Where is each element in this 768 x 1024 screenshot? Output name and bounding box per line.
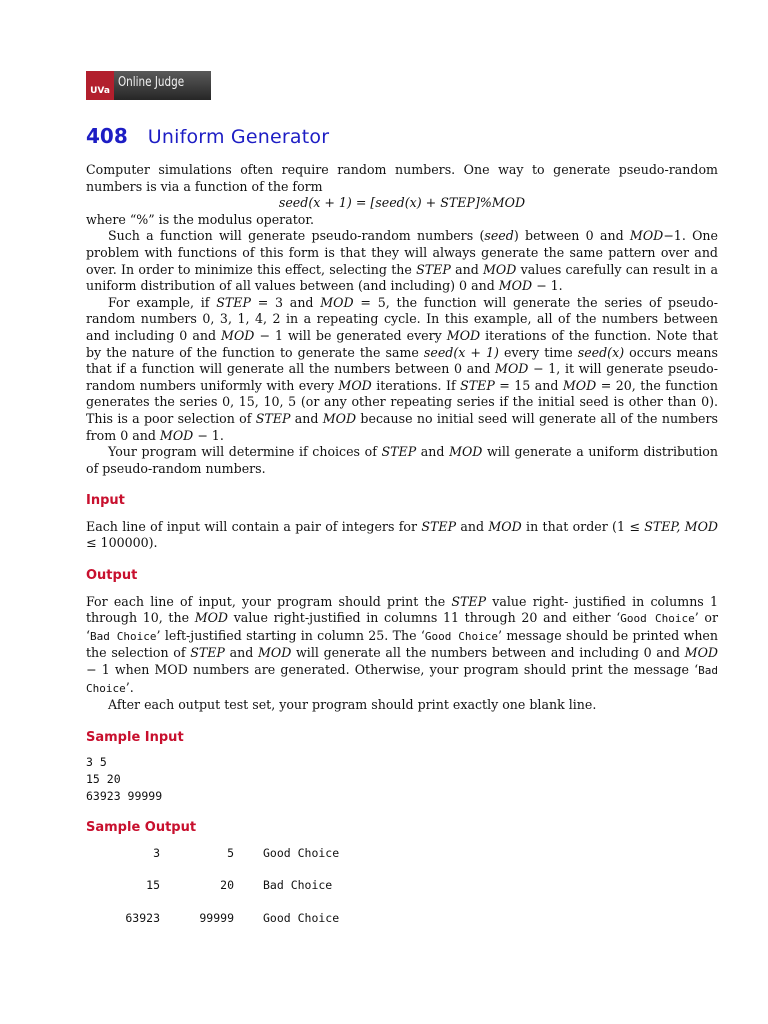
input-description: Each line of input will contain a pair of integers for STEP and MOD in that order (1 ≤ STEP, MOD ≤ 100000).: [86, 518, 718, 551]
mod-value: 5: [227, 845, 234, 860]
paragraph-example: For example, if STEP = 3 and MOD = 5, the function will generate the series of pseudo-random numbers 0, 3, 1, 4, 2 in a repeating cycle. In this example, all of the numbers between and including 0 and MOD − 1 will be generated every MOD iterations of the function. Note that by the nature of the function to generate the same seed(x + 1) every time seed(x) occurs means that if a function will generate all the numbers between 0 and MOD − 1, it will generate pseudo-random numbers uniformly with every MOD iterations. If STEP = 15 and MOD = 20, the function generates the series 0, 15, 10, 5 (or any other repeating series if the initial seed is other than 0). This is a poor selection of STEP and MOD because no initial seed will generate all of the numbers from 0 and MOD − 1.: [86, 294, 718, 443]
step-value: 63923: [125, 910, 160, 925]
sample-output-row: [86, 845, 339, 878]
output-heading: Output: [86, 568, 138, 584]
verdict: Good Choice: [263, 845, 340, 860]
intro-paragraph: [86, 162, 718, 195]
output-description: For each line of input, your program should print the STEP value right- justified in columns 1 through 10, the MOD value right-justified in columns 11 through 20 and either ‘Good Choice’ or ‘Bad Choice’ left-justified starting in column 25. The ‘Good Choice’ message should be printed when the selection of STEP and MOD will generate all the numbers between and including 0 and MOD − 1 when MOD numbers are generated. Otherwise, your program should print the message ‘Bad Choice’.: [86, 593, 718, 695]
sample-input-block: 3 5 15 20 63923 99999: [86, 755, 163, 803]
sample-input-heading: Sample Input: [86, 729, 184, 745]
paragraph-uniformity: Such a function will generate pseudo-random numbers (seed) between 0 and MOD−1. One problem with functions of this form is that they will always generate the same pattern over and over. In order to minimize this effect, selecting the STEP and MOD values carefully can result in a uniform distribution of all values between (and including) 0 and MOD − 1.: [86, 228, 718, 294]
mod-value: 99999: [199, 910, 234, 925]
problem-title: [86, 124, 329, 148]
text-run: Computer simulations often require random numbers. One way to generate pseudo-random numbers is via a function of the form: [86, 162, 718, 194]
input-heading: Input: [86, 493, 125, 509]
verdict: Bad Choice: [263, 878, 333, 893]
uva-online-judge-logo: [86, 71, 211, 100]
sample-output-heading: Sample Output: [86, 820, 197, 836]
verdict: Good Choice: [263, 910, 340, 925]
modulus-note: where “%” is the modulus operator.: [86, 211, 314, 227]
problem-statement: [86, 162, 718, 942]
sample-output-row: [86, 877, 339, 910]
paragraph-task: Your program will determine if choices of STEP and MOD will generate a uniform distribution of pseudo-random numbers.: [86, 444, 718, 476]
problem-number: 408: [86, 124, 128, 148]
problem-name: Uniform Generator: [147, 126, 330, 148]
logo-text: Online Judge: [118, 75, 185, 90]
mod-value: 20: [220, 878, 234, 893]
output-blank-line-note: After each output test set, your program should print exactly one blank line.: [108, 697, 597, 713]
step-value: 15: [146, 878, 160, 893]
sample-output-row: [86, 910, 339, 943]
uva-logo-mark: UVa: [86, 71, 114, 100]
step-value: 3: [153, 845, 160, 860]
generator-formula: seed(x + 1) = [seed(x) + STEP]%MOD: [278, 195, 526, 211]
sample-output-table: [86, 845, 339, 943]
